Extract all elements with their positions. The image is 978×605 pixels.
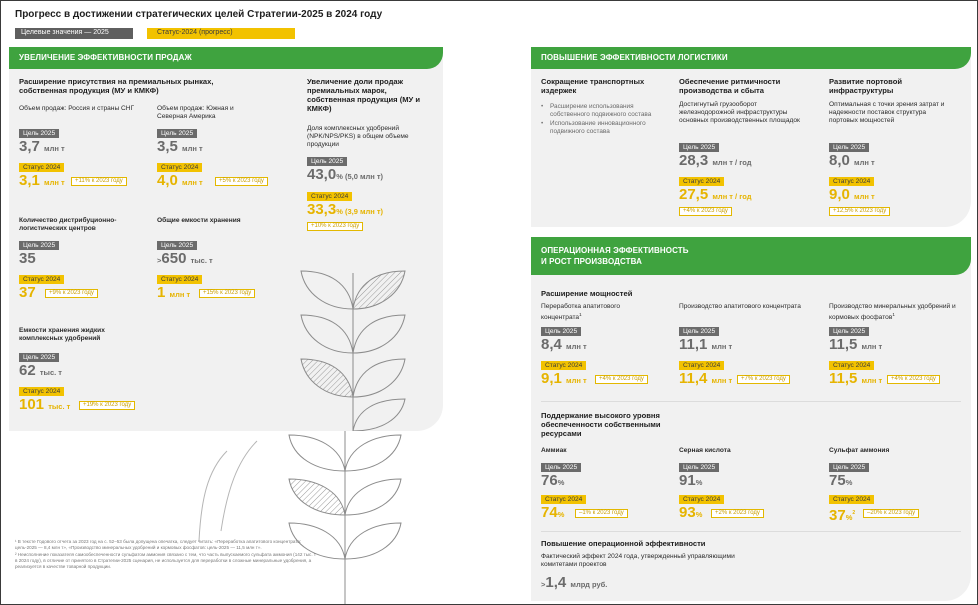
sulfate-goal-tag: Цель 2025 bbox=[829, 463, 869, 472]
ammonia-label: Аммиак bbox=[541, 447, 567, 454]
liquid-progress: +19% к 2023 году bbox=[79, 401, 135, 410]
legend-status: Статус-2024 (прогресс) bbox=[147, 28, 295, 39]
sulfate-status-tag: Статус 2024 bbox=[829, 495, 874, 504]
apatite-proc-label: Переработка апатитового концентрата$^1$ bbox=[541, 303, 621, 322]
operations-divider-2 bbox=[541, 531, 961, 532]
rhythm-goal-tag: Цель 2025 bbox=[679, 143, 719, 152]
sulfate-status-value: 37%$^2$ bbox=[829, 507, 856, 524]
apatite-prod-progress: +7% к 2023 году bbox=[737, 375, 790, 384]
port-title: Развитие портовой инфраструктуры bbox=[829, 77, 903, 95]
america-progress: +5% к 2023 году bbox=[215, 177, 268, 186]
rhythm-goal-value: 28,3 млн т / год bbox=[679, 152, 752, 169]
operations-panel bbox=[531, 237, 971, 601]
rhythm-label: Достигнутый грузооборот железнодорожной инфраструктуры основных производственных площадок bbox=[679, 101, 800, 124]
sales-panel bbox=[9, 47, 443, 431]
logistics-header: ПОВЫШЕНИЕ ЭФФЕКТИВНОСТИ ЛОГИСТИКИ bbox=[531, 47, 971, 69]
port-progress: +12,5% к 2023 году bbox=[829, 207, 890, 216]
cost-bullet-2: • Использование инновационного подвижного состава bbox=[541, 120, 661, 135]
rhythm-progress: +4% к 2023 году bbox=[679, 207, 732, 216]
sulfuric-goal-value: 91% bbox=[679, 472, 703, 489]
america-status-value: 4,0 млн т bbox=[157, 172, 203, 189]
storage-goal-tag: Цель 2025 bbox=[157, 241, 197, 250]
apatite-proc-goal-tag: Цель 2025 bbox=[541, 327, 581, 336]
port-status-tag: Статус 2024 bbox=[829, 177, 874, 186]
russia-label: Объем продаж: Россия и страны СНГ bbox=[19, 105, 135, 112]
port-label: Оптимальная с точки зрения затрат и надежности поставок структура портовых мощностей bbox=[829, 101, 945, 124]
logistics-panel bbox=[531, 47, 971, 227]
centers-progress: +9% к 2023 году bbox=[45, 289, 98, 298]
footnotes bbox=[15, 539, 319, 571]
brand-status-value: 33,3% (3,9 млн т) bbox=[307, 201, 384, 218]
plant-illustration bbox=[199, 253, 443, 431]
apatite-prod-goal-tag: Цель 2025 bbox=[679, 327, 719, 336]
storage-goal-value: >650 тыс. т bbox=[157, 250, 213, 267]
efficiency-value: >1,4 млрд руб. bbox=[541, 574, 608, 591]
ammonia-goal-tag: Цель 2025 bbox=[541, 463, 581, 472]
sulfate-goal-value: 75% bbox=[829, 472, 853, 489]
cost-title: Сокращение транспортных издержек bbox=[541, 77, 645, 95]
centers-status-value: 37 bbox=[19, 284, 36, 301]
america-label: Объем продаж: Южная и Северная Америка bbox=[157, 105, 234, 120]
brand-status-tag: Статус 2024 bbox=[307, 192, 352, 201]
apatite-proc-status-value: 9,1 млн т bbox=[541, 370, 587, 387]
apatite-proc-progress: +4% к 2023 году bbox=[595, 375, 648, 384]
liquid-label: Емкости хранения жидких комплексных удобрений bbox=[19, 327, 105, 342]
centers-status-tag: Статус 2024 bbox=[19, 275, 64, 284]
apatite-prod-status-value: 11,4 млн т bbox=[679, 370, 733, 387]
sulfuric-goal-tag: Цель 2025 bbox=[679, 463, 719, 472]
america-status-tag: Статус 2024 bbox=[157, 163, 202, 172]
sulfuric-status-value: 93% bbox=[679, 504, 703, 521]
sales-header: УВЕЛИЧЕНИЕ ЭФФЕКТИВНОСТИ ПРОДАЖ bbox=[9, 47, 443, 69]
rhythm-title: Обеспечение ритмичности производства и сбыта bbox=[679, 77, 781, 95]
cost-bullets bbox=[541, 103, 661, 137]
page-title: Прогресс в достижении стратегических целей Стратегии-2025 в 2024 году bbox=[15, 9, 383, 20]
russia-goal-value: 3,7 млн т bbox=[19, 138, 65, 155]
legend-goal: Целевые значения — 2025 bbox=[15, 28, 133, 39]
port-goal-value: 8,0 млн т bbox=[829, 152, 875, 169]
liquid-status-value: 101 тыс. т bbox=[19, 396, 71, 413]
footnote-1: ¹ В тексте Годового отчета за 2023 год на с. 52–53 была допущена опечатка, следует читать: «Переработка апатитового концентрата: цель-2025 — 8,4 млн т», «Производство минеральных удобрений и кормовых фосфатов: цель-2025 — 11,5 млн т». bbox=[15, 539, 302, 550]
premium-title: Расширение присутствия на премиальных рынках, собственная продукция (МУ и КМКФ) bbox=[19, 77, 214, 95]
operations-divider-1 bbox=[541, 401, 961, 402]
footnote-2: ² Неисполнение показателя самообеспеченности сульфатом аммония связано с тем, что часть выпускаемого сульфата аммония (142 тыс. т в 2024 году), в отличие от принятого в Стратегии-2025 сценария, не используется для переработки в сложные минеральные удобрения, а реализуется в качестве товарной продукции. bbox=[15, 552, 317, 569]
sulfuric-status-tag: Статус 2024 bbox=[679, 495, 724, 504]
america-goal-tag: Цель 2025 bbox=[157, 129, 197, 138]
sulfate-progress: –20% к 2023 году bbox=[863, 509, 919, 518]
cost-bullet-1: • Расширение использования собственного подвижного состава bbox=[541, 103, 661, 118]
plant-stem-illustration bbox=[197, 431, 417, 605]
fertilizer-goal-value: 11,5 млн т bbox=[829, 336, 883, 353]
efficiency-title: Повышение операционной эффективности bbox=[541, 539, 706, 548]
rhythm-status-value: 27,5 млн т / год bbox=[679, 186, 752, 203]
operations-header: ОПЕРАЦИОННАЯ ЭФФЕКТИВНОСТЬ И РОСТ ПРОИЗВОДСТВА bbox=[531, 237, 971, 275]
efficiency-label: Фактический эффект 2024 года, утвержденный управляющими комитетами проектов bbox=[541, 553, 735, 568]
russia-status-tag: Статус 2024 bbox=[19, 163, 64, 172]
russia-progress: +11% к 2023 году bbox=[71, 177, 127, 186]
port-goal-tag: Цель 2025 bbox=[829, 143, 869, 152]
fertilizer-goal-tag: Цель 2025 bbox=[829, 327, 869, 336]
apatite-proc-goal-value: 8,4 млн т bbox=[541, 336, 587, 353]
storage-progress: +15% к 2023 году bbox=[199, 289, 255, 298]
self-sufficiency-title: Поддержание высокого уровня обеспеченности собственными ресурсами bbox=[541, 411, 661, 438]
brand-goal-tag: Цель 2025 bbox=[307, 157, 347, 166]
ammonia-goal-value: 76% bbox=[541, 472, 565, 489]
brand-title: Увеличение доли продаж премиальных марок, собственная продукция (МУ и КМКФ) bbox=[307, 77, 421, 113]
capacity-title: Расширение мощностей bbox=[541, 289, 633, 298]
storage-status-value: 1 млн т bbox=[157, 284, 191, 301]
centers-label: Количество дистрибуционно-логистических центров bbox=[19, 217, 117, 232]
fertilizer-label: Производство минеральных удобрений и кормовых фосфатов$^1$ bbox=[829, 303, 956, 322]
fertilizer-status-tag: Статус 2024 bbox=[829, 361, 874, 370]
ammonia-status-tag: Статус 2024 bbox=[541, 495, 586, 504]
apatite-prod-status-tag: Статус 2024 bbox=[679, 361, 724, 370]
apatite-prod-goal-value: 11,1 млн т bbox=[679, 336, 733, 353]
storage-status-tag: Статус 2024 bbox=[157, 275, 202, 284]
centers-goal-tag: Цель 2025 bbox=[19, 241, 59, 250]
brand-progress: +10% к 2023 году bbox=[307, 222, 363, 231]
liquid-goal-value: 62 тыс. т bbox=[19, 362, 62, 379]
fertilizer-progress: +4% к 2023 году bbox=[887, 375, 940, 384]
ammonia-progress: –1% к 2023 году bbox=[575, 509, 628, 518]
ammonia-status-value: 74% bbox=[541, 504, 565, 521]
brand-goal-value: 43,0% (5,0 млн т) bbox=[307, 166, 384, 183]
apatite-prod-label: Производство апатитового концентрата bbox=[679, 303, 801, 310]
fertilizer-status-value: 11,5 млн т bbox=[829, 370, 883, 387]
brand-label: Доля комплексных удобрений (NPK/NPS/PKS) в общем объеме продукции bbox=[307, 125, 409, 148]
port-status-value: 9,0 млн т bbox=[829, 186, 875, 203]
sulfate-label: Сульфат аммония bbox=[829, 447, 890, 454]
sulfuric-label: Серная кислота bbox=[679, 447, 731, 454]
russia-status-value: 3,1 млн т bbox=[19, 172, 65, 189]
america-goal-value: 3,5 млн т bbox=[157, 138, 203, 155]
sulfuric-progress: +2% к 2023 году bbox=[711, 509, 764, 518]
liquid-status-tag: Статус 2024 bbox=[19, 387, 64, 396]
apatite-proc-status-tag: Статус 2024 bbox=[541, 361, 586, 370]
storage-label: Общие емкости хранения bbox=[157, 217, 241, 224]
russia-goal-tag: Цель 2025 bbox=[19, 129, 59, 138]
centers-goal-value: 35 bbox=[19, 250, 36, 267]
rhythm-status-tag: Статус 2024 bbox=[679, 177, 724, 186]
liquid-goal-tag: Цель 2025 bbox=[19, 353, 59, 362]
